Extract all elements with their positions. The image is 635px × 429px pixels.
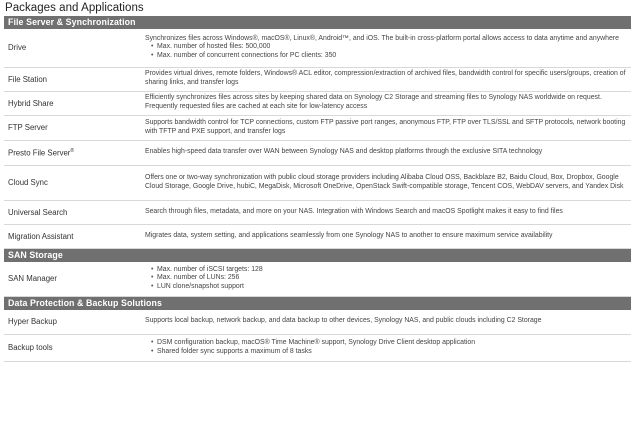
feature-list <box>145 43 627 60</box>
package-name <box>4 262 143 297</box>
package-description <box>143 224 631 248</box>
package-name-text: SAN Manager <box>8 274 57 284</box>
table-row <box>4 140 631 165</box>
package-description <box>143 200 631 224</box>
description-text: Efficiently synchronizes files across sites by keeping shared data on Synology C2 Storage and streaming files to Synology NAS worldwide on request. Frequently requested files are cached at each site for low-latency access <box>145 94 602 110</box>
package-name-text: Cloud Sync <box>8 178 48 187</box>
description-text: Provides virtual drives, remote folders, Windows® ACL editor, compression/extraction of archived files, bandwidth control for specific users/groups, creation of sharing links, and transfer logs <box>145 70 626 86</box>
description-text: Enables high-speed data transfer over WAN between Synology NAS and desktop platforms through the exclusive SITA technology <box>145 148 543 156</box>
package-name <box>4 334 143 361</box>
package-name <box>4 29 143 67</box>
package-name-text: Hyper Backup <box>8 317 57 327</box>
description-text: Migrates data, system setting, and applications seamlessly from one Synology NAS to another to ensure maximum service availability <box>145 231 553 239</box>
list-item: • Max. number of iSCSI targets: 128 <box>151 266 627 275</box>
package-name-text: Universal Search <box>8 207 68 217</box>
packages-table <box>4 16 631 362</box>
package-name <box>4 115 143 140</box>
table-row <box>4 165 631 200</box>
section-title: SAN Storage <box>4 249 631 262</box>
package-name-text: Drive <box>8 43 27 53</box>
package-description <box>143 29 631 67</box>
package-name <box>4 224 143 248</box>
table-row <box>4 310 631 334</box>
table-row <box>4 67 631 91</box>
description-text: Supports local backup, network backup, and data backup to other devices, Synology NAS, and public clouds including C2 Storage <box>145 317 542 325</box>
table-row <box>4 91 631 115</box>
list-item: • Max. number of hosted files: 500,000 <box>151 43 627 52</box>
section-header <box>4 16 631 29</box>
package-name-text: Presto File Server <box>8 148 71 158</box>
feature-list <box>145 339 627 356</box>
list-item: • Shared folder sync supports a maximum of 8 tasks <box>151 348 627 357</box>
package-name-text: Backup tools <box>8 343 53 352</box>
list-item: • Max. number of LUNs: 256 <box>151 274 627 283</box>
package-description <box>143 334 631 361</box>
package-name <box>4 67 143 91</box>
package-description <box>143 140 631 165</box>
package-description <box>143 115 631 140</box>
table-row <box>4 115 631 140</box>
section-title: File Server & Synchronization <box>4 16 631 29</box>
list-item: • LUN clone/snapshot support <box>151 283 627 292</box>
section-title: Data Protection & Backup Solutions <box>4 297 631 310</box>
package-description <box>143 310 631 334</box>
table-row <box>4 334 631 361</box>
description-text: Synchronizes files across Windows®, macOS®, Linux®, Android™, and iOS. The built-in cross-platform portal allows access to data anytime and anywhere <box>145 34 619 42</box>
feature-list <box>145 266 627 292</box>
package-description <box>143 262 631 297</box>
package-name-text: FTP Server <box>8 123 48 132</box>
table-row <box>4 200 631 224</box>
package-description <box>143 91 631 115</box>
package-name <box>4 165 143 200</box>
section-header <box>4 248 631 262</box>
package-name-text: File Station <box>8 74 48 84</box>
section-header <box>4 297 631 311</box>
package-name <box>4 91 143 115</box>
description-text: Offers one or two-way synchronization with public cloud storage providers including Alibaba Cloud OSS, Backblaze B2, Baidu Cloud, Box, Dropbox, Google Cloud Storage, Google Drive, hubiC, MegaDisk, Microsoft OneDrive, OpenStack Swift-compatible storage, Tencent COS, WebDAV servers, and Yandex Disk <box>145 173 624 190</box>
table-row <box>4 262 631 297</box>
package-description <box>143 67 631 91</box>
page-title: Packages and Applications <box>5 2 144 14</box>
table-row <box>4 224 631 248</box>
table-row <box>4 29 631 67</box>
package-name-text: Migration Assistant <box>8 231 74 241</box>
list-item: • Max. number of concurrent connections for PC clients: 350 <box>151 52 627 61</box>
registered-mark: ® <box>70 147 75 154</box>
package-name <box>4 310 143 334</box>
package-name <box>4 200 143 224</box>
package-description <box>143 165 631 200</box>
list-item: • DSM configuration backup, macOS® Time Machine® support, Synology Drive Client desktop application <box>151 339 627 348</box>
description-text: Supports bandwidth control for TCP connections, custom FTP passive port ranges, anonymous FTP, FTP over TLS/SSL and SFTP protocols, network booting with TFTP and PXE support, and transfer logs <box>145 118 626 135</box>
package-name <box>4 140 143 165</box>
package-name-text: Hybrid Share <box>8 98 54 108</box>
description-text: Search through files, metadata, and more on your NAS. Integration with Windows Search and macOS Spotlight makes it easy to find files <box>145 207 563 215</box>
